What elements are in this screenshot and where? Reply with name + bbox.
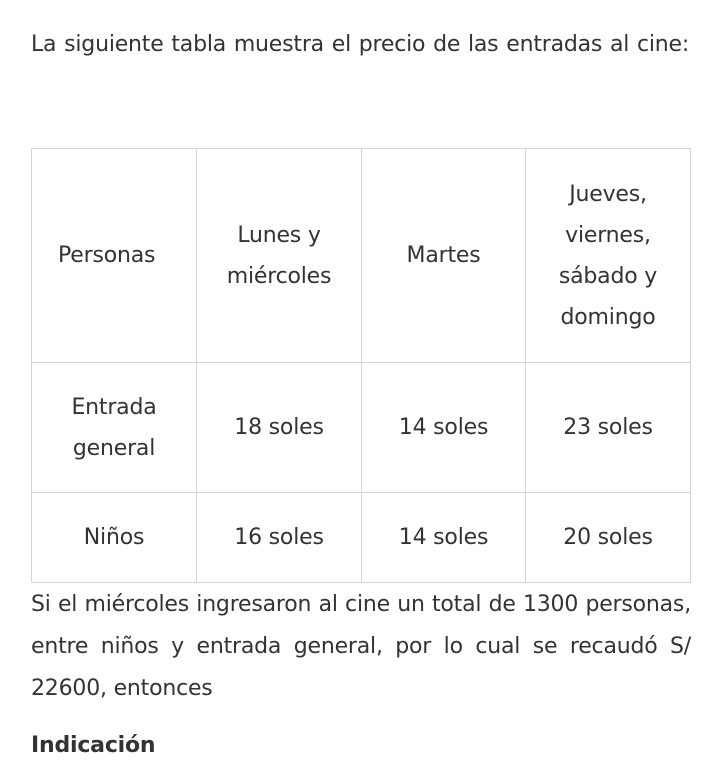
header-label: Jueves, viernes, sábado y domingo <box>558 181 658 330</box>
price-cell: 14 soles <box>362 493 526 583</box>
intro-paragraph: La siguiente tabla muestra el precio de las entradas al cine: <box>31 32 690 57</box>
price-cell: 14 soles <box>362 363 526 493</box>
hint-heading: Indicación <box>31 733 156 758</box>
header-cell-personas <box>32 149 197 363</box>
price-cell: 20 soles <box>526 493 691 583</box>
header-label: Lunes y miércoles <box>226 222 332 289</box>
price-cell: 18 soles <box>197 363 362 493</box>
header-cell-jueves-domingo <box>526 149 691 363</box>
header-cell-martes <box>362 149 526 363</box>
table-row <box>32 493 691 583</box>
row-label: Niños <box>83 525 145 550</box>
row-label: Entrada general <box>71 394 157 461</box>
row-label-cell <box>32 493 197 583</box>
table-row <box>32 363 691 493</box>
header-cell-lunes-miercoles <box>197 149 362 363</box>
ticket-price-table <box>31 148 691 583</box>
question-paragraph: Si el miércoles ingresaron al cine un total de 1300 personas, entre niños y entrada general, por lo cual se recaudó S/ 22600, entonces <box>31 592 691 701</box>
header-label: Personas <box>58 243 156 268</box>
row-label-cell <box>32 363 197 493</box>
table-header-row <box>32 149 691 363</box>
header-label: Martes <box>406 243 481 268</box>
price-cell: 16 soles <box>197 493 362 583</box>
price-cell: 23 soles <box>526 363 691 493</box>
